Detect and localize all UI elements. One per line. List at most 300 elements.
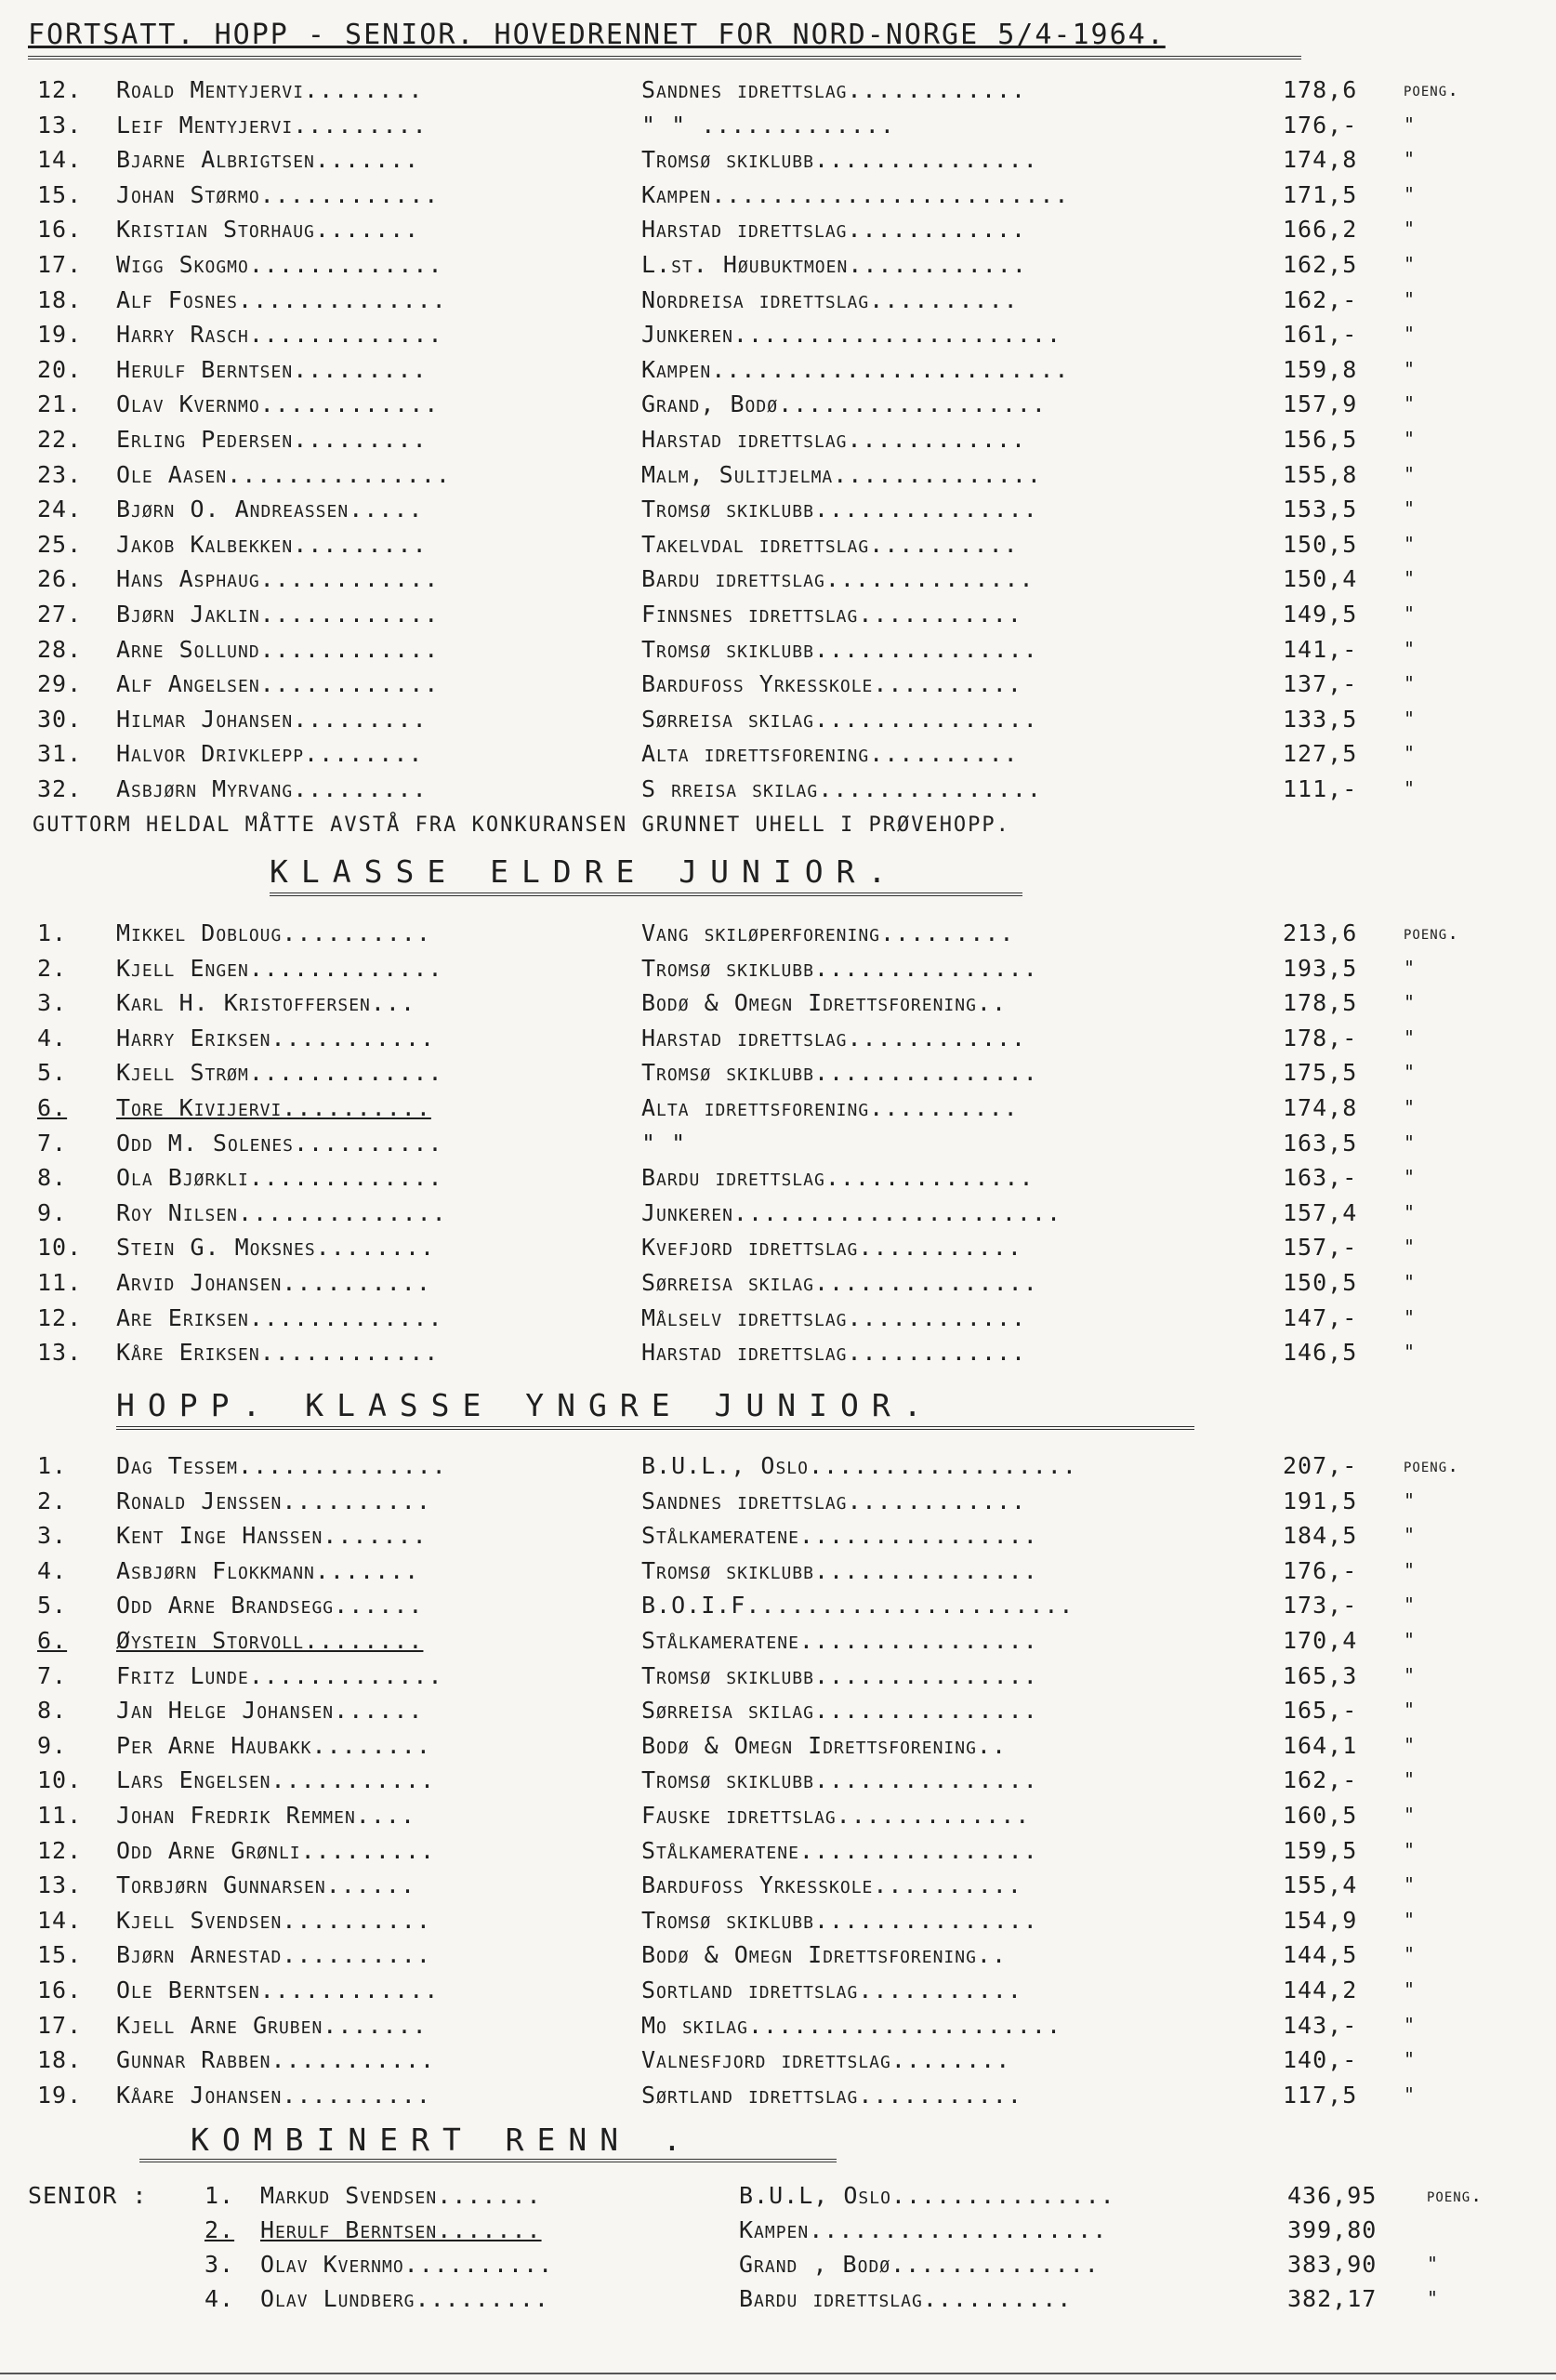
athlete-name: Ole Berntsen............	[116, 1976, 440, 2003]
unit: poeng.	[1404, 921, 1460, 944]
score: 117,5	[1283, 2081, 1358, 2109]
header-rule	[28, 56, 1301, 60]
score: 171,5	[1283, 180, 1358, 208]
athlete-name: Olav Kvernmo............	[116, 390, 440, 418]
score: 163,5	[1283, 1129, 1358, 1157]
page-header: FORTSATT. HOPP - SENIOR. HOVEDRENNET FOR NORD-NORGE 5/4-1964.	[28, 19, 1166, 51]
unit: "	[1404, 1977, 1417, 2001]
club-name: Målselv idrettslag............	[641, 1303, 1027, 1331]
club-name: Bodø & Omegn Idrettsforening..	[641, 1941, 1008, 1969]
section-rule	[139, 2159, 837, 2162]
athlete-name: Odd M. Solenes..........	[116, 1129, 443, 1157]
rank: 8.	[37, 1697, 68, 1725]
unit: "	[1404, 1908, 1417, 1931]
score: 150,5	[1283, 530, 1358, 558]
athlete-name: Ola Bjørkli.............	[116, 1164, 443, 1192]
athlete-name: Fritz Lunde.............	[116, 1661, 443, 1689]
unit: "	[1404, 462, 1417, 485]
club-name: Sørreisa skilag...............	[641, 705, 1038, 733]
result-row	[0, 1021, 1556, 1056]
club-name: Tromsø skiklubb...............	[641, 1906, 1038, 1934]
athlete-name: Arvid Johansen..........	[116, 1268, 431, 1296]
athlete-name: Karl H. Kristoffersen...	[116, 989, 416, 1017]
unit: "	[1404, 218, 1417, 241]
unit: "	[1404, 602, 1417, 625]
club-name: S rreisa skilag...............	[641, 774, 1042, 802]
rank: 9.	[37, 1198, 68, 1226]
athlete-name: Olav Lundberg.........	[260, 2285, 549, 2312]
score: 149,5	[1283, 600, 1358, 628]
athlete-name: Tore Kivijervi..........	[116, 1093, 431, 1121]
athlete-name: Ole Aasen...............	[116, 460, 451, 488]
result-row	[0, 492, 1556, 527]
rank: 4.	[204, 2285, 235, 2312]
unit: "	[1404, 148, 1417, 171]
unit: "	[1404, 1130, 1417, 1154]
club-name: Harstad idrettslag............	[641, 1339, 1027, 1367]
athlete-name: Olav Kvernmo..........	[260, 2251, 554, 2278]
rank: 2.	[204, 2216, 235, 2243]
result-row	[0, 2043, 1556, 2078]
athlete-name: Erling Pedersen.........	[116, 425, 428, 453]
score: 175,5	[1283, 1059, 1358, 1087]
score: 165,3	[1283, 1661, 1358, 1689]
athlete-name: Hans Asphaug............	[116, 565, 440, 593]
result-row	[0, 1484, 1556, 1519]
result-row	[0, 1196, 1556, 1231]
result-row	[0, 2247, 1556, 2281]
athlete-name: Kristian Storhaug.......	[116, 216, 420, 244]
club-name: Harstad idrettslag............	[641, 1024, 1027, 1051]
score: 160,5	[1283, 1801, 1358, 1829]
result-row	[0, 178, 1556, 213]
score: 213,6	[1283, 919, 1358, 946]
result-row	[0, 1693, 1556, 1728]
result-row	[0, 1518, 1556, 1554]
club-name: " "	[641, 1129, 687, 1157]
club-name: Junkeren......................	[641, 321, 1062, 349]
rank: 32.	[37, 774, 83, 802]
unit: poeng.	[1427, 2184, 1483, 2206]
club-name: Bardu idrettslag..............	[641, 565, 1035, 593]
result-row	[0, 1903, 1556, 1938]
unit: "	[1404, 1558, 1417, 1581]
rank: 13.	[37, 1339, 83, 1367]
rank: 1.	[204, 2182, 235, 2209]
unit: "	[1404, 1305, 1417, 1329]
unit: "	[1427, 2253, 1440, 2275]
rank: 24.	[37, 496, 83, 523]
athlete-name: Dag Tessem..............	[116, 1452, 447, 1479]
score: 144,5	[1283, 1941, 1358, 1969]
club-name: Kvefjord idrettslag...........	[641, 1234, 1022, 1262]
athlete-name: Jan Helge Johansen......	[116, 1697, 424, 1725]
athlete-name: Kent Inge Hanssen.......	[116, 1522, 428, 1550]
unit: "	[1404, 323, 1417, 346]
athlete-name: Johan Størmo............	[116, 180, 440, 208]
page-bottom-rule	[0, 2373, 1556, 2374]
score: 178,6	[1283, 76, 1358, 103]
athlete-name: Lars Engelsen...........	[116, 1766, 436, 1794]
score: 163,-	[1283, 1164, 1358, 1192]
rank: 19.	[37, 2081, 83, 2109]
result-row	[0, 73, 1556, 108]
club-name: Grand, Bodø..................	[641, 390, 1047, 418]
unit: poeng.	[1404, 1454, 1460, 1476]
score: 150,4	[1283, 565, 1358, 593]
rank: 26.	[37, 565, 83, 593]
result-row	[0, 667, 1556, 702]
rank: 30.	[37, 705, 83, 733]
unit: "	[1404, 1699, 1417, 1722]
athlete-name: Leif Mentyjervi.........	[116, 111, 428, 139]
athlete-name: Kjell Arne Gruben.......	[116, 2011, 428, 2039]
athlete-name: Are Eriksen.............	[116, 1303, 443, 1331]
athlete-name: Gunnar Rabben...........	[116, 2046, 436, 2074]
rank: 7.	[37, 1661, 68, 1689]
athlete-name: Odd Arne Brandsegg......	[116, 1592, 424, 1620]
score: 399,80	[1287, 2216, 1378, 2243]
unit: "	[1404, 1733, 1417, 1756]
score: 153,5	[1283, 496, 1358, 523]
unit: "	[1404, 2048, 1417, 2071]
club-name: Nordreisa idrettslag..........	[641, 285, 1019, 313]
result-row	[0, 387, 1556, 422]
score: 133,5	[1283, 705, 1358, 733]
result-row	[0, 562, 1556, 597]
athlete-name: Jakob Kalbekken.........	[116, 530, 428, 558]
unit: "	[1404, 1270, 1417, 1293]
rank: 27.	[37, 600, 83, 628]
result-row	[0, 1798, 1556, 1833]
result-row	[0, 597, 1556, 632]
rank: 13.	[37, 1871, 83, 1899]
rank: 14.	[37, 1906, 83, 1934]
unit: "	[1404, 1768, 1417, 1792]
rank: 15.	[37, 180, 83, 208]
athlete-name: Bjørn Arnestad..........	[116, 1941, 431, 1969]
athlete-name: Markud Svendsen.......	[260, 2182, 542, 2209]
result-row	[0, 1265, 1556, 1301]
rank: 1.	[37, 919, 68, 946]
section-title-eldre-junior: KLASSE ELDRE JUNIOR.	[270, 853, 900, 890]
athlete-name: Asbjørn Flokkmann.......	[116, 1556, 420, 1584]
result-row	[0, 247, 1556, 283]
athlete-name: Bjørn O. Andreassen.....	[116, 496, 424, 523]
club-name: Bardu idrettslag..........	[739, 2285, 1073, 2312]
unit: "	[1404, 182, 1417, 205]
athlete-name: Alf Fosnes..............	[116, 285, 447, 313]
athlete-name: Johan Fredrik Remmen....	[116, 1801, 416, 1829]
score: 174,8	[1283, 146, 1358, 174]
score: 146,5	[1283, 1339, 1358, 1367]
rank: 22.	[37, 425, 83, 453]
result-row	[0, 2178, 1556, 2213]
club-name: Harstad idrettslag............	[641, 425, 1027, 453]
score: 157,4	[1283, 1198, 1358, 1226]
result-row	[0, 527, 1556, 562]
club-name: " " .............	[641, 111, 895, 139]
rank: 16.	[37, 1976, 83, 2003]
section-title-kombinert: KOMBINERT RENN .	[191, 2122, 694, 2158]
score: 165,-	[1283, 1697, 1358, 1725]
score: 140,-	[1283, 2046, 1358, 2074]
unit: "	[1404, 392, 1417, 416]
athlete-name: Kjell Strøm.............	[116, 1059, 443, 1087]
score: 170,4	[1283, 1626, 1358, 1654]
rank: 23.	[37, 460, 83, 488]
result-row	[0, 1448, 1556, 1484]
athlete-name: Ronald Jenssen..........	[116, 1487, 431, 1514]
result-row	[0, 2213, 1556, 2247]
unit: "	[1404, 357, 1417, 380]
score: 382,17	[1287, 2285, 1378, 2312]
rank: 7.	[37, 1129, 68, 1157]
result-row	[0, 1833, 1556, 1869]
rank: 11.	[37, 1801, 83, 1829]
section-rule	[270, 892, 1022, 896]
result-row	[0, 2008, 1556, 2043]
score: 166,2	[1283, 216, 1358, 244]
athlete-name: Roy Nilsen..............	[116, 1198, 447, 1226]
unit: "	[1404, 672, 1417, 695]
result-row	[0, 736, 1556, 772]
result-row	[0, 457, 1556, 493]
score: 127,5	[1283, 740, 1358, 768]
rank: 19.	[37, 321, 83, 349]
club-name: Malm, Sulitjelma..............	[641, 460, 1042, 488]
score: 154,9	[1283, 1906, 1358, 1934]
rank: 29.	[37, 670, 83, 698]
athlete-name: Bjarne Albrigtsen.......	[116, 146, 420, 174]
club-name: Tromsø skiklubb...............	[641, 1661, 1038, 1689]
club-name: Tromsø skiklubb...............	[641, 496, 1038, 523]
result-row	[0, 1868, 1556, 1903]
unit: "	[1404, 252, 1417, 275]
score: 383,90	[1287, 2251, 1378, 2278]
result-row	[0, 772, 1556, 807]
result-row	[0, 1160, 1556, 1196]
rank: 12.	[37, 76, 83, 103]
score: 184,5	[1283, 1522, 1358, 1550]
rank: 10.	[37, 1234, 83, 1262]
unit: "	[1427, 2287, 1440, 2309]
athlete-name: Stein G. Moksnes........	[116, 1234, 436, 1262]
score: 436,95	[1287, 2182, 1378, 2209]
unit: "	[1404, 956, 1417, 979]
kombinert-results	[0, 2178, 1556, 2316]
rank: 20.	[37, 355, 83, 383]
club-name: Grand , Bodø..............	[739, 2251, 1100, 2278]
result-row	[0, 317, 1556, 352]
score: 178,5	[1283, 989, 1358, 1017]
athlete-name: Bjørn Jaklin............	[116, 600, 440, 628]
result-row	[0, 1659, 1556, 1694]
unit: "	[1404, 427, 1417, 450]
result-row	[0, 1126, 1556, 1161]
score: 147,-	[1283, 1303, 1358, 1331]
result-row	[0, 1623, 1556, 1659]
rank: 11.	[37, 1268, 83, 1296]
yngre-junior-results	[0, 1448, 1556, 2112]
result-row	[0, 1230, 1556, 1265]
unit: "	[1404, 1166, 1417, 1189]
club-name: B.U.L., Oslo..................	[641, 1452, 1077, 1479]
result-row	[0, 212, 1556, 247]
club-name: Sørtland idrettslag...........	[641, 2081, 1022, 2109]
score: 155,4	[1283, 1871, 1358, 1899]
athlete-name: Torbjørn Gunnarsen......	[116, 1871, 416, 1899]
club-name: Takelvdal idrettslag..........	[641, 530, 1019, 558]
club-name: Fauske idrettslag.............	[641, 1801, 1031, 1829]
athlete-name: Arne Sollund............	[116, 635, 440, 663]
score: 144,2	[1283, 1976, 1358, 2003]
rank: 12.	[37, 1836, 83, 1864]
unit: "	[1404, 707, 1417, 730]
result-row	[0, 1588, 1556, 1623]
club-name: Sandnes idrettslag............	[641, 76, 1027, 103]
club-name: Tromsø skiklubb...............	[641, 1766, 1038, 1794]
rank: 31.	[37, 740, 83, 768]
club-name: Tromsø skiklubb...............	[641, 635, 1038, 663]
unit: "	[1404, 1524, 1417, 1547]
score: 162,-	[1283, 285, 1358, 313]
athlete-name: Kåre Eriksen............	[116, 1339, 440, 1367]
rank: 4.	[37, 1556, 68, 1584]
unit: "	[1404, 1488, 1417, 1512]
athlete-name: Kjell Engen.............	[116, 954, 443, 982]
score: 137,-	[1283, 670, 1358, 698]
rank: 6.	[37, 1093, 68, 1121]
rank: 2.	[37, 1487, 68, 1514]
unit: "	[1404, 1628, 1417, 1651]
club-name: Bardu idrettslag..............	[641, 1164, 1035, 1192]
score: 207,-	[1283, 1452, 1358, 1479]
score: 193,5	[1283, 954, 1358, 982]
club-name: Sandnes idrettslag............	[641, 1487, 1027, 1514]
unit: "	[1404, 567, 1417, 590]
athlete-name: Halvor Drivklepp........	[116, 740, 424, 768]
unit: "	[1404, 1873, 1417, 1897]
result-row	[0, 283, 1556, 318]
club-name: Finnsnes idrettslag...........	[641, 600, 1022, 628]
rank: 6.	[37, 1626, 68, 1654]
club-name: Harstad idrettslag............	[641, 216, 1027, 244]
unit: "	[1404, 2082, 1417, 2106]
club-name: Kampen........................	[641, 355, 1070, 383]
score: 155,8	[1283, 460, 1358, 488]
rank: 3.	[37, 989, 68, 1017]
rank: 1.	[37, 1452, 68, 1479]
club-name: Stålkameratene................	[641, 1836, 1038, 1864]
unit: "	[1404, 1200, 1417, 1223]
score: 159,5	[1283, 1836, 1358, 1864]
result-row	[0, 1091, 1556, 1126]
result-row	[0, 632, 1556, 668]
rank: 3.	[204, 2251, 235, 2278]
result-row	[0, 352, 1556, 388]
club-name: Tromsø skiklubb...............	[641, 146, 1038, 174]
club-name: Vang skiløperforening.........	[641, 919, 1015, 946]
athlete-name: Harry Eriksen...........	[116, 1024, 436, 1051]
rank: 25.	[37, 530, 83, 558]
athlete-name: Kåare Johansen..........	[116, 2081, 431, 2109]
rank: 10.	[37, 1766, 83, 1794]
rank: 8.	[37, 1164, 68, 1192]
unit: "	[1404, 1236, 1417, 1259]
rank: 14.	[37, 146, 83, 174]
score: 174,8	[1283, 1093, 1358, 1121]
club-name: Bodø & Omegn Idrettsforening..	[641, 1731, 1008, 1759]
rank: 28.	[37, 635, 83, 663]
senior-note: GUTTORM HELDAL MÅTTE AVSTÅ FRA KONKURANSEN GRUNNET UHELL I PRØVEHOPP.	[33, 813, 1010, 837]
athlete-name: Hilmar Johansen.........	[116, 705, 428, 733]
club-name: B.O.I.F......................	[641, 1592, 1075, 1620]
athlete-name: Wigg Skogmo.............	[116, 250, 443, 278]
result-row	[0, 702, 1556, 737]
class-label: SENIOR :	[28, 2182, 148, 2209]
unit: "	[1404, 497, 1417, 521]
rank: 3.	[37, 1522, 68, 1550]
unit: "	[1404, 2013, 1417, 2036]
club-name: Mo skilag.....................	[641, 2011, 1062, 2039]
score: 157,9	[1283, 390, 1358, 418]
club-name: Bodø & Omegn Idrettsforening..	[641, 989, 1008, 1017]
unit: "	[1404, 1341, 1417, 1364]
athlete-name: Herulf Berntsen.........	[116, 355, 428, 383]
rank: 17.	[37, 2011, 83, 2039]
athlete-name: Roald Mentyjervi........	[116, 76, 424, 103]
section-title-yngre-junior: HOPP. KLASSE YNGRE JUNIOR.	[116, 1387, 935, 1423]
club-name: Stålkameratene................	[641, 1626, 1038, 1654]
unit: "	[1404, 991, 1417, 1014]
score: 176,-	[1283, 1556, 1358, 1584]
athlete-name: Kjell Svendsen..........	[116, 1906, 431, 1934]
club-name: Tromsø skiklubb...............	[641, 1556, 1038, 1584]
club-name: Stålkameratene................	[641, 1522, 1038, 1550]
athlete-name: Odd Arne Grønli.........	[116, 1836, 436, 1864]
unit: poeng.	[1404, 78, 1460, 100]
rank: 18.	[37, 285, 83, 313]
club-name: Kampen....................	[739, 2216, 1108, 2243]
score: 161,-	[1283, 321, 1358, 349]
rank: 18.	[37, 2046, 83, 2074]
club-name: Bardufoss Yrkesskole..........	[641, 1871, 1022, 1899]
result-row	[0, 1973, 1556, 2008]
unit: "	[1404, 1943, 1417, 1966]
unit: "	[1404, 532, 1417, 555]
result-row	[0, 2281, 1556, 2316]
unit: "	[1404, 1593, 1417, 1617]
rank: 9.	[37, 1731, 68, 1759]
club-name: Junkeren......................	[641, 1198, 1062, 1226]
score: 141,-	[1283, 635, 1358, 663]
eldre-junior-results	[0, 916, 1556, 1370]
score: 157,-	[1283, 1234, 1358, 1262]
rank: 5.	[37, 1059, 68, 1087]
club-name: Alta idrettsforening..........	[641, 1093, 1019, 1121]
unit: "	[1404, 112, 1417, 136]
result-row	[0, 1335, 1556, 1370]
result-row	[0, 1554, 1556, 1589]
unit: "	[1404, 637, 1417, 660]
score: 159,8	[1283, 355, 1358, 383]
club-name: L.st. Høubuktmoen............	[641, 250, 1027, 278]
senior-results	[0, 73, 1556, 806]
club-name: Sortland idrettslag...........	[641, 1976, 1022, 2003]
rank: 17.	[37, 250, 83, 278]
rank: 13.	[37, 111, 83, 139]
